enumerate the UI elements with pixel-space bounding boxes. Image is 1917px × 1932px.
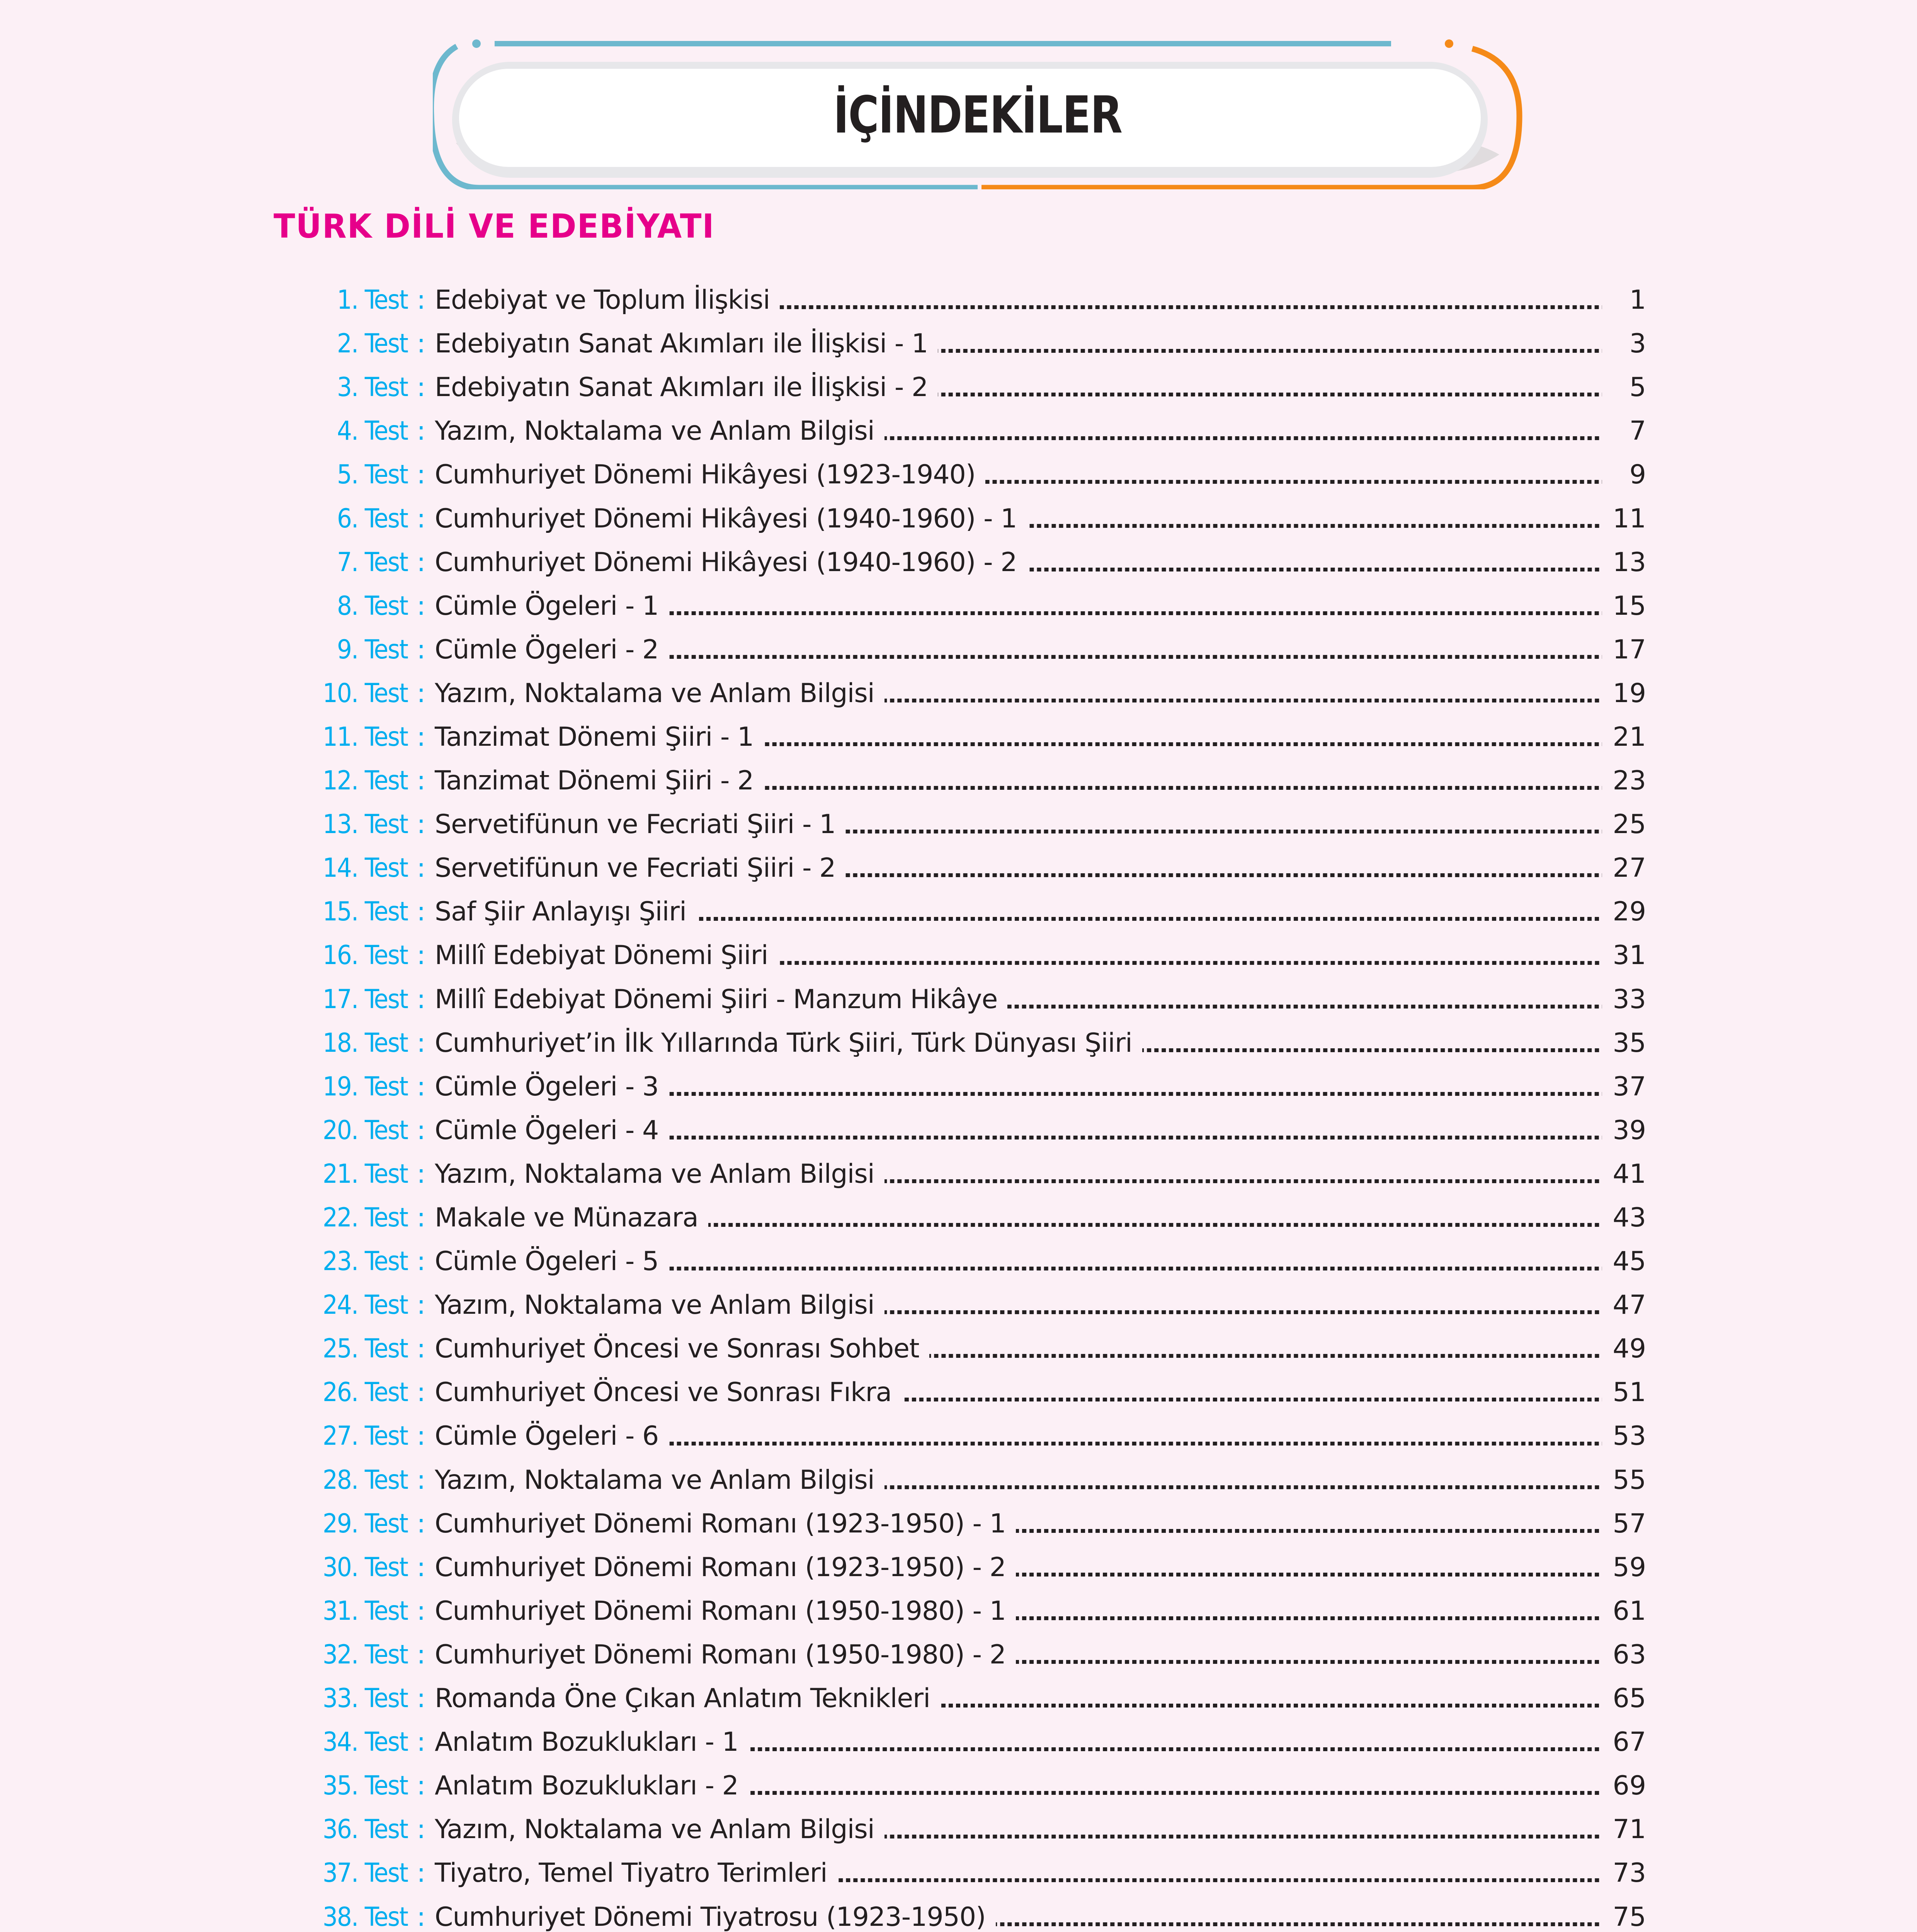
- toc-item-separator: :: [417, 1770, 426, 1801]
- toc-item-page: 37: [1613, 1071, 1646, 1102]
- toc-item-title: Anlatım Bozuklukları - 1: [435, 1727, 738, 1758]
- toc-item-title: Cumhuriyet Dönemi Hikâyesi (1940-1960) - 1: [435, 503, 1017, 534]
- toc-dot-leader: [845, 830, 1602, 833]
- toc-item-number: 8. Test: [337, 590, 408, 621]
- toc-dot-leader: [940, 1704, 1602, 1708]
- toc-item-title: Cümle Ögeleri - 1: [435, 590, 659, 621]
- toc-item-number: 30. Test: [323, 1552, 408, 1583]
- toc-dot-leader: [668, 1136, 1602, 1139]
- toc-item-page: 7: [1629, 416, 1646, 447]
- toc-item[interactable]: [270, 1371, 1646, 1414]
- header-dot-right: [1445, 39, 1453, 48]
- toc-item-number: 3. Test: [337, 372, 408, 403]
- toc-item-separator: :: [417, 1377, 426, 1408]
- toc-item-page: 75: [1613, 1901, 1646, 1932]
- toc-item[interactable]: [270, 1633, 1646, 1677]
- toc-item-page: 25: [1613, 809, 1646, 840]
- toc-item[interactable]: [270, 1546, 1646, 1589]
- toc-item-page: 67: [1613, 1727, 1646, 1758]
- toc-item[interactable]: [270, 1808, 1646, 1851]
- toc-dot-leader: [708, 1223, 1602, 1227]
- toc-dot-leader: [938, 349, 1602, 353]
- toc-item-page: 31: [1613, 940, 1646, 971]
- toc-item-page: 27: [1613, 853, 1646, 884]
- toc-item[interactable]: [270, 322, 1646, 366]
- toc-item-number: 32. Test: [323, 1639, 408, 1670]
- toc-item[interactable]: [270, 278, 1646, 322]
- toc-item-title: Cumhuriyet Dönemi Romanı (1923-1950) - 2: [435, 1552, 1006, 1583]
- toc-item[interactable]: [270, 759, 1646, 803]
- toc-item-separator: :: [417, 1639, 426, 1670]
- toc-item-title: Cumhuriyet Dönemi Hikâyesi (1940-1960) - 2: [435, 547, 1017, 578]
- toc-item-number: 2. Test: [337, 328, 408, 359]
- toc-item-title: Yazım, Noktalama ve Anlam Bilgisi: [435, 1814, 874, 1845]
- toc-dot-leader: [885, 699, 1602, 702]
- toc-item-title: Yazım, Noktalama ve Anlam Bilgisi: [435, 1290, 874, 1321]
- toc-item-number: 20. Test: [323, 1115, 408, 1146]
- toc-item[interactable]: [270, 803, 1646, 846]
- toc-dot-leader: [696, 917, 1602, 921]
- toc-item-title: Tanzimat Dönemi Şiiri - 2: [435, 765, 754, 796]
- toc-dot-leader: [668, 1267, 1602, 1270]
- toc-dot-leader: [845, 873, 1602, 877]
- toc-item-title: Cumhuriyet Dönemi Romanı (1950-1980) - 2: [435, 1639, 1006, 1670]
- toc-item-separator: :: [417, 1421, 426, 1452]
- toc-item-title: Makale ve Münazara: [435, 1202, 698, 1233]
- toc-item-number: 34. Test: [323, 1727, 408, 1758]
- toc-item-title: Cumhuriyet’in İlk Yıllarında Türk Şiiri, Türk Dünyası Şiiri: [435, 1027, 1132, 1058]
- toc-item[interactable]: [270, 1851, 1646, 1895]
- toc-dot-leader: [1027, 568, 1602, 571]
- toc-item[interactable]: [270, 846, 1646, 890]
- toc-item-page: 51: [1613, 1377, 1646, 1408]
- toc-item-separator: :: [417, 1115, 426, 1146]
- toc-item-number: 1. Test: [337, 285, 408, 316]
- toc-dot-leader: [885, 1310, 1602, 1314]
- toc-item[interactable]: [270, 978, 1646, 1021]
- toc-item-separator: :: [417, 1202, 426, 1233]
- toc-dot-leader: [885, 436, 1602, 440]
- toc-item-title: Edebiyatın Sanat Akımları ile İlişkisi - 1: [435, 328, 928, 359]
- toc-item[interactable]: [270, 1327, 1646, 1371]
- toc-item-separator: :: [417, 940, 426, 971]
- toc-item[interactable]: [270, 1764, 1646, 1808]
- toc-item-number: 27. Test: [323, 1421, 408, 1452]
- toc-item-page: 49: [1613, 1333, 1646, 1364]
- toc-item-number: 38. Test: [323, 1901, 408, 1932]
- toc-item-number: 15. Test: [323, 896, 408, 927]
- toc-item-page: 19: [1613, 678, 1646, 709]
- toc-item-separator: :: [417, 1333, 426, 1364]
- toc-item-page: 23: [1613, 765, 1646, 796]
- toc-dot-leader: [668, 611, 1602, 615]
- toc-dot-leader: [764, 786, 1602, 790]
- toc-item-page: 39: [1613, 1115, 1646, 1146]
- toc-item-page: 59: [1613, 1552, 1646, 1583]
- toc-item-number: 7. Test: [337, 547, 408, 578]
- toc-item-page: 43: [1613, 1202, 1646, 1233]
- toc-item-title: Millî Edebiyat Dönemi Şiiri: [435, 940, 768, 971]
- toc-item-title: Anlatım Bozuklukları - 2: [435, 1770, 738, 1801]
- toc-item-separator: :: [417, 809, 426, 840]
- toc-item[interactable]: [270, 1589, 1646, 1633]
- toc-item[interactable]: [270, 1895, 1646, 1932]
- toc-item-number: 5. Test: [337, 459, 408, 490]
- toc-item[interactable]: [270, 1109, 1646, 1152]
- section-title: TÜRK DİLİ VE EDEBİYATI: [274, 207, 715, 246]
- page-title: İÇİNDEKİLER: [833, 85, 1122, 145]
- toc-item[interactable]: [270, 1502, 1646, 1546]
- toc-item[interactable]: [270, 1065, 1646, 1109]
- toc-item-number: 9. Test: [337, 634, 408, 665]
- toc-item-title: Millî Edebiyat Dönemi Şiiri - Manzum Hikâye: [435, 984, 998, 1015]
- toc-item-page: 57: [1613, 1508, 1646, 1539]
- toc-item-page: 55: [1613, 1464, 1646, 1495]
- toc-dot-leader: [885, 1485, 1602, 1489]
- toc-dot-leader: [929, 1354, 1602, 1358]
- toc-item[interactable]: [270, 584, 1646, 628]
- toc-item-separator: :: [417, 678, 426, 709]
- toc-item-page: 5: [1629, 372, 1646, 403]
- toc-dot-leader: [996, 1922, 1602, 1926]
- toc-dot-leader: [668, 1092, 1602, 1096]
- toc-dot-leader: [668, 655, 1602, 659]
- toc-dot-leader: [778, 961, 1602, 965]
- page-header: [433, 39, 1522, 189]
- toc-item-separator: :: [417, 1158, 426, 1189]
- toc-item-separator: :: [417, 416, 426, 447]
- toc-item-number: 25. Test: [323, 1333, 408, 1364]
- toc-item-title: Cümle Ögeleri - 4: [435, 1115, 659, 1146]
- toc-item-page: 21: [1613, 721, 1646, 752]
- toc-item-separator: :: [417, 459, 426, 490]
- toc-item-separator: :: [417, 1814, 426, 1845]
- toc-item[interactable]: [270, 890, 1646, 934]
- toc-item[interactable]: [270, 1720, 1646, 1764]
- header-dot-left: [472, 39, 481, 48]
- toc-item-title: Cümle Ögeleri - 6: [435, 1421, 659, 1452]
- toc-item-number: 37. Test: [323, 1858, 408, 1889]
- toc-item-page: 47: [1613, 1290, 1646, 1321]
- toc-item-title: Yazım, Noktalama ve Anlam Bilgisi: [435, 678, 874, 709]
- toc-item-title: Cümle Ögeleri - 5: [435, 1246, 659, 1277]
- toc-item-separator: :: [417, 984, 426, 1015]
- toc-item-number: 16. Test: [323, 940, 408, 971]
- toc-item[interactable]: [270, 1152, 1646, 1196]
- toc-item[interactable]: [270, 1196, 1646, 1240]
- toc-item-number: 28. Test: [323, 1464, 408, 1495]
- toc-dot-leader: [748, 1747, 1602, 1751]
- toc-dot-leader: [938, 393, 1602, 396]
- toc-item[interactable]: [270, 1240, 1646, 1283]
- toc-dot-leader: [1142, 1048, 1602, 1052]
- toc-dot-leader: [764, 742, 1602, 746]
- toc-item-title: Romanda Öne Çıkan Anlatım Teknikleri: [435, 1683, 930, 1714]
- toc-item[interactable]: [270, 672, 1646, 715]
- toc-item-title: Servetifünun ve Fecriati Şiiri - 1: [435, 809, 836, 840]
- toc-item-separator: :: [417, 547, 426, 578]
- toc-item-number: 11. Test: [323, 721, 408, 752]
- toc-item-title: Yazım, Noktalama ve Anlam Bilgisi: [435, 1464, 874, 1495]
- toc-item-number: 33. Test: [323, 1683, 408, 1714]
- toc-item-number: 4. Test: [337, 416, 408, 447]
- toc-item-number: 36. Test: [323, 1814, 408, 1845]
- toc-list: [270, 278, 1646, 1932]
- toc-item-page: 63: [1613, 1639, 1646, 1670]
- toc-item-page: 41: [1613, 1158, 1646, 1189]
- toc-dot-leader: [1016, 1616, 1602, 1620]
- toc-item-separator: :: [417, 1027, 426, 1058]
- toc-item-number: 14. Test: [323, 853, 408, 884]
- toc-item[interactable]: [270, 715, 1646, 759]
- toc-item-separator: :: [417, 1858, 426, 1889]
- toc-item-separator: :: [417, 590, 426, 621]
- toc-item-separator: :: [417, 1464, 426, 1495]
- toc-item-page: 29: [1613, 896, 1646, 927]
- toc-item-title: Cumhuriyet Öncesi ve Sonrası Sohbet: [435, 1333, 919, 1364]
- toc-item[interactable]: [270, 1283, 1646, 1327]
- toc-item-page: 53: [1613, 1421, 1646, 1452]
- toc-item-title: Yazım, Noktalama ve Anlam Bilgisi: [435, 1158, 874, 1189]
- toc-item-page: 33: [1613, 984, 1646, 1015]
- toc-item-title: Edebiyat ve Toplum İlişkisi: [435, 285, 770, 316]
- toc-item-separator: :: [417, 1595, 426, 1626]
- toc-item-separator: :: [417, 853, 426, 884]
- toc-item-title: Cumhuriyet Dönemi Romanı (1923-1950) - 1: [435, 1508, 1006, 1539]
- toc-item[interactable]: [270, 628, 1646, 672]
- toc-dot-leader: [985, 480, 1602, 484]
- toc-dot-leader: [1027, 524, 1602, 528]
- toc-item-title: Cumhuriyet Dönemi Romanı (1950-1980) - 1: [435, 1595, 1006, 1626]
- toc-item-page: 1: [1629, 285, 1646, 316]
- toc-item-page: 13: [1613, 547, 1646, 578]
- toc-item-page: 69: [1613, 1770, 1646, 1801]
- toc-item-title: Cumhuriyet Öncesi ve Sonrası Fıkra: [435, 1377, 892, 1408]
- toc-item-separator: :: [417, 765, 426, 796]
- toc-item-title: Servetifünun ve Fecriati Şiiri - 2: [435, 853, 836, 884]
- toc-item-page: 3: [1629, 328, 1646, 359]
- toc-item-separator: :: [417, 503, 426, 534]
- toc-item-title: Cümle Ögeleri - 3: [435, 1071, 659, 1102]
- toc-item-title: Tiyatro, Temel Tiyatro Terimleri: [435, 1858, 827, 1889]
- toc-item[interactable]: [270, 1458, 1646, 1502]
- toc-item-separator: :: [417, 1727, 426, 1758]
- toc-item-page: 11: [1613, 503, 1646, 534]
- toc-item-separator: :: [417, 328, 426, 359]
- toc-item-title: Cumhuriyet Dönemi Tiyatrosu (1923-1950): [435, 1901, 986, 1932]
- toc-item-separator: :: [417, 1071, 426, 1102]
- toc-item-page: 65: [1613, 1683, 1646, 1714]
- toc-dot-leader: [1016, 1660, 1602, 1664]
- toc-item-separator: :: [417, 285, 426, 316]
- toc-item[interactable]: [270, 1021, 1646, 1065]
- toc-item-number: 24. Test: [323, 1290, 408, 1321]
- toc-item-title: Saf Şiir Anlayışı Şiiri: [435, 896, 686, 927]
- toc-item-number: 22. Test: [323, 1202, 408, 1233]
- toc-item[interactable]: [270, 1414, 1646, 1458]
- toc-item-separator: :: [417, 1552, 426, 1583]
- toc-item-number: 12. Test: [323, 765, 408, 796]
- toc-item-page: 15: [1613, 590, 1646, 621]
- toc-dot-leader: [885, 1179, 1602, 1183]
- toc-item-page: 71: [1613, 1814, 1646, 1845]
- toc-dot-leader: [1016, 1573, 1602, 1577]
- toc-dot-leader: [668, 1442, 1602, 1446]
- toc-item-page: 73: [1613, 1858, 1646, 1889]
- toc-dot-leader: [1016, 1529, 1602, 1533]
- toc-item-number: 6. Test: [337, 503, 408, 534]
- toc-item-number: 21. Test: [323, 1158, 408, 1189]
- toc-item[interactable]: [270, 366, 1646, 409]
- toc-item-separator: :: [417, 1508, 426, 1539]
- toc-item-separator: :: [417, 1683, 426, 1714]
- toc-item[interactable]: [270, 453, 1646, 497]
- toc-dot-leader: [748, 1791, 1602, 1795]
- toc-item-number: 31. Test: [323, 1595, 408, 1626]
- toc-dot-leader: [885, 1835, 1602, 1838]
- toc-dot-leader: [780, 305, 1602, 309]
- toc-item-page: 35: [1613, 1027, 1646, 1058]
- toc-item-separator: :: [417, 1901, 426, 1932]
- toc-item-number: 35. Test: [323, 1770, 408, 1801]
- toc-item-separator: :: [417, 372, 426, 403]
- toc-item-separator: :: [417, 1246, 426, 1277]
- toc-item-separator: :: [417, 634, 426, 665]
- toc-dot-leader: [1007, 1005, 1602, 1009]
- toc-item[interactable]: [270, 1677, 1646, 1720]
- toc-dot-leader: [902, 1398, 1602, 1401]
- toc-item-title: Tanzimat Dönemi Şiiri - 1: [435, 721, 754, 752]
- toc-item[interactable]: [270, 541, 1646, 584]
- toc-item-separator: :: [417, 721, 426, 752]
- toc-item-page: 17: [1613, 634, 1646, 665]
- toc-item[interactable]: [270, 934, 1646, 977]
- toc-item-separator: :: [417, 896, 426, 927]
- toc-item-title: Cümle Ögeleri - 2: [435, 634, 659, 665]
- toc-item-title: Yazım, Noktalama ve Anlam Bilgisi: [435, 416, 874, 447]
- toc-item[interactable]: [270, 497, 1646, 540]
- toc-item[interactable]: [270, 409, 1646, 453]
- toc-item-title: Cumhuriyet Dönemi Hikâyesi (1923-1940): [435, 459, 976, 490]
- toc-item-number: 29. Test: [323, 1508, 408, 1539]
- toc-item-number: 13. Test: [323, 809, 408, 840]
- toc-item-separator: :: [417, 1290, 426, 1321]
- toc-item-page: 9: [1629, 459, 1646, 490]
- toc-item-page: 61: [1613, 1595, 1646, 1626]
- toc-item-title: Edebiyatın Sanat Akımları ile İlişkisi - 2: [435, 372, 928, 403]
- toc-item-number: 18. Test: [323, 1027, 408, 1058]
- toc-dot-leader: [837, 1878, 1602, 1882]
- toc-item-page: 45: [1613, 1246, 1646, 1277]
- toc-item-number: 10. Test: [323, 678, 408, 709]
- toc-item-number: 17. Test: [323, 984, 408, 1015]
- toc-item-number: 19. Test: [323, 1071, 408, 1102]
- toc-item-number: 26. Test: [323, 1377, 408, 1408]
- toc-item-number: 23. Test: [323, 1246, 408, 1277]
